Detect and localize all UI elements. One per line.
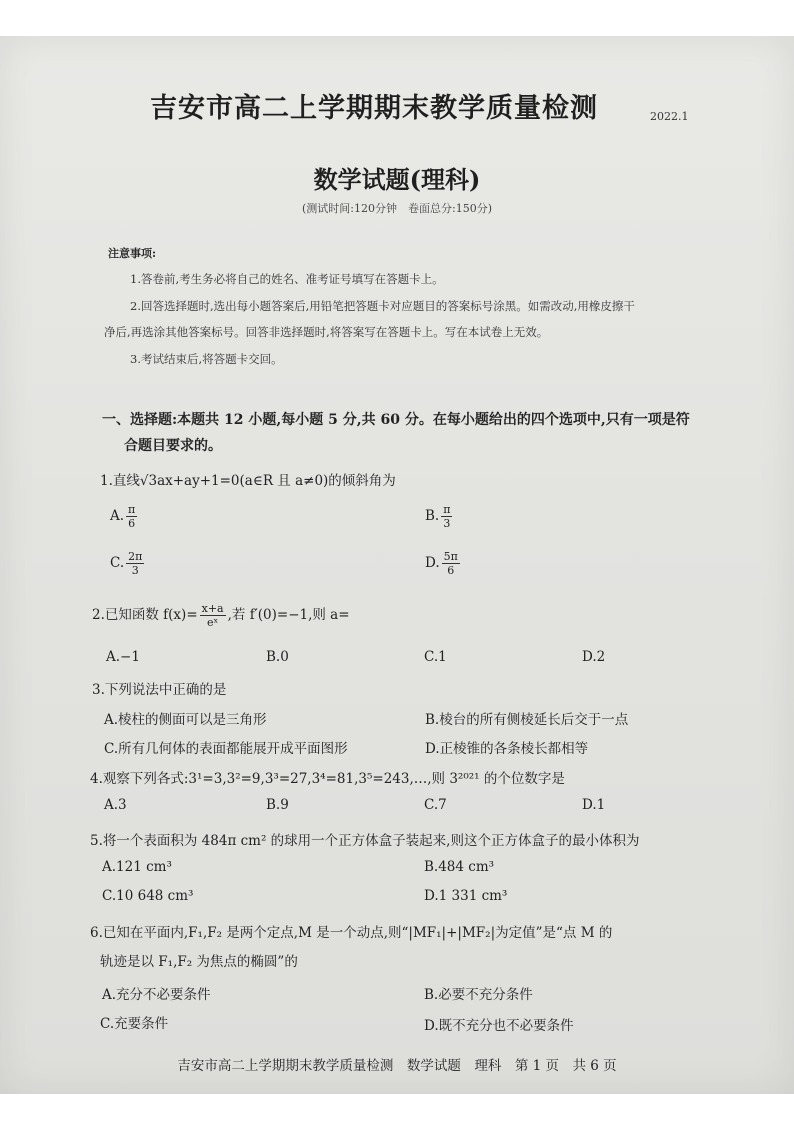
stem-part: ,若 f′(0)=−1,则 a=: [227, 607, 350, 623]
option-label: B.: [425, 508, 440, 524]
note-item-2-line2: 净后,再选涂其他答案标号。回答非选择题时,将答案写在答题卡上。写在本试卷上无效。: [104, 325, 549, 339]
numerator: 2π: [128, 550, 143, 563]
question-1-option-c: [110, 550, 146, 577]
question-2-option-b: B.0: [266, 649, 289, 665]
question-4-option-c: C.7: [424, 797, 447, 813]
question-3-option-d: D.正棱锥的各条棱长都相等: [425, 741, 589, 757]
fraction: [126, 503, 137, 530]
question-5-stem: 5.将一个表面积为 484π cm² 的球用一个正方体盒子装起来,则这个正方体盒子的最小体积为: [90, 833, 640, 849]
note-item-1: 1.答卷前,考生务必将自己的姓名、准考证号填写在答题卡上。: [130, 272, 444, 286]
question-6-option-d: D.既不充分也不必要条件: [424, 1018, 574, 1034]
exam-title: 吉安市高二上学期期末教学质量检测: [150, 93, 598, 124]
question-1-option-b: [425, 503, 454, 530]
fraction: [200, 602, 226, 629]
question-4-option-d: D.1: [582, 797, 606, 813]
question-1-stem: 1.直线√3ax+ay+1=0(a∈R 且 a≠0)的倾斜角为: [100, 473, 396, 489]
question-1-option-a: [110, 503, 139, 530]
question-1-option-d: [425, 550, 462, 577]
denominator: 3: [443, 517, 451, 530]
option-label: D.: [425, 555, 440, 571]
numerator: π: [128, 503, 136, 516]
denominator: 3: [131, 564, 139, 577]
question-4-stem: 4.观察下列各式:3¹=3,3²=9,3³=27,3⁴=81,3⁵=243,…,则 3²⁰²¹ 的个位数字是: [90, 771, 565, 787]
question-5-option-d: D.1 331 cm³: [424, 888, 508, 904]
fraction: [442, 550, 460, 577]
question-4-option-a: A.3: [104, 797, 127, 813]
question-6-option-b: B.必要不充分条件: [424, 987, 533, 1003]
question-2-stem: [92, 602, 350, 629]
test-info: (测试时间:120分钟 卷面总分:150分): [302, 202, 492, 215]
option-label: A.: [110, 508, 125, 524]
note-item-3: 3.考试结束后,将答题卡交回。: [130, 352, 283, 366]
exam-subtitle: 数学试题(理科): [313, 165, 481, 194]
exam-date: 2022.1: [650, 110, 689, 123]
question-6-option-a: A.充分不必要条件: [102, 987, 211, 1003]
question-3-option-a: A.棱柱的侧面可以是三角形: [104, 712, 267, 728]
note-item-2-line1: 2.回答选择题时,选出每小题答案后,用铅笔把答题卡对应题目的答案标号涂黑。如需改动,用橡皮擦干: [130, 299, 635, 313]
question-6-option-c: C.充要条件: [100, 1016, 169, 1032]
question-3-option-b: B.棱台的所有侧棱延长后交于一点: [425, 712, 629, 728]
stem-part: 2.已知函数 f(x)=: [92, 607, 198, 623]
denominator: 6: [128, 517, 136, 530]
numerator: x+a: [201, 602, 224, 615]
question-2-option-d: D.2: [582, 649, 606, 665]
question-6-stem-line1: 6.已知在平面内,F₁,F₂ 是两个定点,M 是一个动点,则“|MF₁|+|MF₂|为定值”是“点 M 的: [90, 925, 613, 941]
section-heading-line1: 一、选择题:本题共 12 小题,每小题 5 分,共 60 分。在每小题给出的四个选项中,只有一项是符: [102, 412, 690, 428]
question-3-stem: 3.下列说法中正确的是: [92, 682, 227, 698]
section-heading-line2: 合题目要求的。: [124, 438, 222, 454]
notes-heading: 注意事项:: [108, 247, 157, 260]
question-2-option-a: A.−1: [106, 649, 140, 665]
denominator: 6: [447, 564, 455, 577]
question-5-option-b: B.484 cm³: [424, 859, 495, 875]
question-6-stem-line2: 轨迹是以 F₁,F₂ 为焦点的椭圆”的: [100, 954, 298, 970]
question-5-option-c: C.10 648 cm³: [102, 888, 194, 904]
numerator: 5π: [443, 550, 458, 563]
numerator: π: [443, 503, 451, 516]
fraction: [126, 550, 144, 577]
question-5-option-a: A.121 cm³: [102, 859, 172, 875]
fraction: [441, 503, 452, 530]
option-label: C.: [110, 555, 125, 571]
question-2-option-c: C.1: [424, 649, 447, 665]
question-4-option-b: B.9: [266, 797, 289, 813]
page-footer: 吉安市高二上学期期末教学质量检测 数学试题 理科 第 1 页 共 6 页: [177, 1058, 617, 1074]
denominator: eˣ: [207, 616, 219, 629]
question-3-option-c: C.所有几何体的表面都能展开成平面图形: [104, 741, 348, 757]
